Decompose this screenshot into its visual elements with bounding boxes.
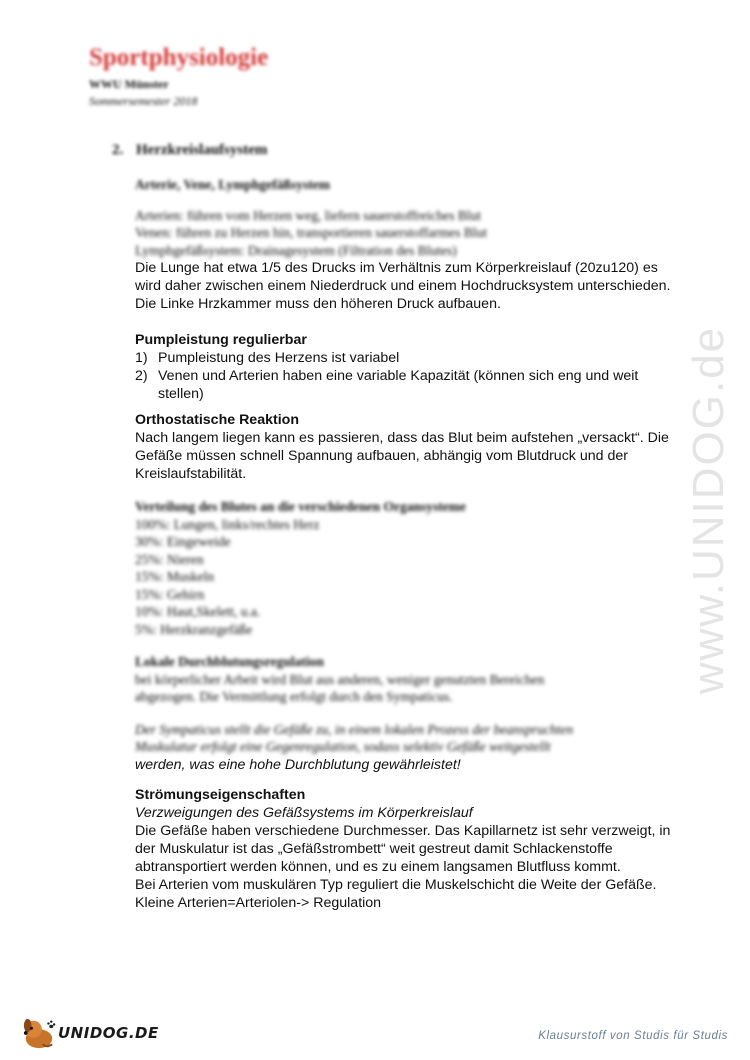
blurred-line: 15%: Muskeln xyxy=(135,569,215,584)
blurred-verteilung-block xyxy=(135,498,675,638)
blurred-line: bei körperlicher Arbeit wird Blut aus anderen, weniger genutzten Bereichen xyxy=(135,671,545,687)
list-item-number: 2) xyxy=(135,368,148,384)
watermark-text: www.UNIDOG.de xyxy=(684,325,734,695)
paragraph-stroemung-1: Die Gefäße haben verschiedene Durchmesser. Das Kapillarnetz ist sehr verzweigt, in der Muskulatur ist das „Gefäßstrombett“ weit gestreut damit Schlackenstoffe abtransportiert werden können, und es zu einem langsamen Blutfluss kommt. xyxy=(135,822,671,875)
footer-tagline: Klausurstoff von Studis für Studis xyxy=(538,1030,728,1042)
section-heading xyxy=(112,142,267,159)
list-item-text: Venen und Arterien haben eine variable Kapazität (können sich eng und weit stellen) xyxy=(158,368,639,402)
subheading-stroemung: Verzweigungen des Gefäßsystems im Körperkreislauf xyxy=(135,804,473,821)
blurred-line: Arterien: führen vom Herzen weg, liefern sauerstoffreiches Blut xyxy=(135,207,482,223)
blurred-line: 30%: Eingeweide xyxy=(135,534,231,549)
list-item-number: 1) xyxy=(135,350,148,366)
blurred-line: 5%: Herzkranzgefäße xyxy=(135,621,253,637)
blurred-lokal-heading: Lokale Durchblutungsregulation xyxy=(135,654,324,669)
blurred-line: Der Sympaticus stellt die Gefäße zu, in einem lokalen Prozess der beanspruchten xyxy=(135,721,574,737)
paragraph-lunge: Die Lunge hat etwa 1/5 des Drucks im Verhältnis zum Körperkreislauf (20zu120) es wird daher zwischen einem Niederdruck und einem Hochdrucksystem unterschieden. Die Linke Hrzkammer muss den höheren Druck aufbauen. xyxy=(135,260,671,312)
document-body xyxy=(135,176,675,912)
paragraph-stroemung-2: Bei Arterien vom muskulären Typ reguliert die Muskelschicht die Weite der Gefäße. Kleine Arterien=Arteriolen-> Regulation xyxy=(135,876,657,911)
blurred-intro-heading: Arterie, Vene, Lymphgefäßsystem xyxy=(135,177,330,192)
list-item xyxy=(135,349,675,367)
document-title: Sportphysiologie xyxy=(89,44,269,71)
watermark xyxy=(664,280,750,740)
blurred-lokal-block xyxy=(135,653,675,706)
blurred-verteilung-heading: Verteilung des Blutes an die verschiedenen Organsysteme xyxy=(135,499,466,514)
blurred-line: 10%: Haut,Skelett, u.a. xyxy=(135,604,261,619)
blurred-line: 100%: Lungen, links/rechtes Herz xyxy=(135,516,320,532)
blurred-line: 25%: Nieren xyxy=(135,551,204,567)
blurred-line: Venen: führen zu Herzen hin, transportieren sauerstoffarmes Blut xyxy=(135,225,488,240)
semester-label: Sommersemester 2018 xyxy=(89,94,198,108)
sympaticus-block xyxy=(135,721,675,774)
dog-icon xyxy=(20,1016,58,1050)
blurred-line: 15%: Gehirn xyxy=(135,586,205,602)
blurred-line: Muskulatur erfolgt eine Gegenregulation, sodass selektiv Gefäße weitgestellt xyxy=(135,739,551,754)
sympaticus-visible-line: werden, was eine hohe Durchblutung gewährleistet! xyxy=(135,756,461,773)
section-number: 2. xyxy=(112,142,124,158)
heading-pumpleistung: Pumpleistung regulierbar xyxy=(135,332,307,348)
list-item xyxy=(135,367,675,403)
section-title: Herzkreislaufsystem xyxy=(136,142,268,158)
blurred-line: abgezogen. Die Vermittlung erfolgt durch den Sympaticus. xyxy=(135,689,453,704)
heading-orthostatisch: Orthostatische Reaktion xyxy=(135,412,299,428)
paragraph-orthostatisch: Nach langem liegen kann es passieren, dass das Blut beim aufstehen „versackt“. Die Gefäße müssen schnell Spannung aufbauen, abhängig vom Blutdruck und der Kreislaufstabilität. xyxy=(135,430,669,482)
blurred-line: Lymphgefäßsystem: Drainagesystem (Filtration des Blutes) xyxy=(135,242,457,258)
blurred-intro-block xyxy=(135,176,675,259)
list-item-text: Pumpleistung des Herzens ist variabel xyxy=(158,350,400,366)
unidog-logo xyxy=(20,1015,160,1051)
heading-stroemung: Strömungseigenschaften xyxy=(135,786,306,803)
blurred-italic-lines xyxy=(135,721,675,756)
logo-text: UNIDOG.DE xyxy=(58,1024,159,1042)
university-label: WWU Münster xyxy=(89,77,169,91)
pumpleistung-list xyxy=(135,349,675,403)
